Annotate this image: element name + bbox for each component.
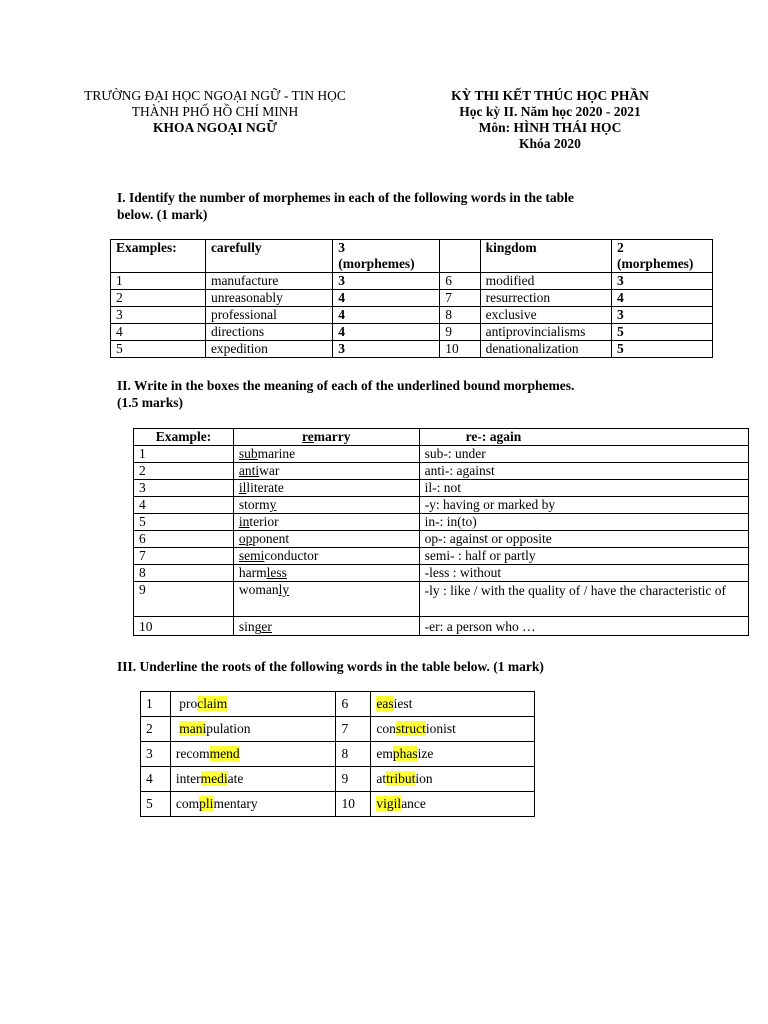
section1-title-line2: below. (1 mark)	[117, 207, 208, 222]
item-count: 3	[611, 273, 712, 290]
item-word: emphasize	[371, 742, 535, 767]
exam-title: KỲ THI KẾT THÚC HỌC PHẦN	[451, 88, 649, 103]
item-word: interior	[233, 514, 419, 531]
item-meaning: -ly : like / with the quality of / have the characteristic of	[419, 582, 748, 617]
table-row	[141, 767, 535, 792]
item-word: expedition	[205, 341, 332, 358]
item-number: 9	[440, 324, 480, 341]
table-row	[134, 565, 749, 582]
item-word: singer	[233, 617, 419, 636]
item-number: 4	[141, 767, 171, 792]
item-count: 4	[333, 324, 440, 341]
item-number: 10	[336, 792, 371, 817]
example-word: remarry	[233, 429, 419, 446]
item-number: 7	[336, 717, 371, 742]
item-word: denationalization	[480, 341, 611, 358]
item-number: 8	[134, 565, 234, 582]
item-number: 7	[134, 548, 234, 565]
item-count: 4	[333, 290, 440, 307]
table-row	[111, 290, 713, 307]
section2-title-line1: II. Write in the boxes the meaning of each of the underlined bound morphemes.	[117, 378, 575, 393]
item-word: proclaim	[170, 692, 336, 717]
item-number: 2	[111, 290, 206, 307]
item-meaning: sub-: under	[419, 446, 748, 463]
item-word: manipulation	[170, 717, 336, 742]
item-word: modified	[480, 273, 611, 290]
table-row	[141, 717, 535, 742]
item-word: antiwar	[233, 463, 419, 480]
item-word: womanly	[233, 582, 419, 617]
item-number: 3	[111, 307, 206, 324]
item-word: directions	[205, 324, 332, 341]
example-count-1: 3 (morphemes)	[333, 240, 440, 273]
item-word: illiterate	[233, 480, 419, 497]
item-number: 1	[141, 692, 171, 717]
item-number: 5	[134, 514, 234, 531]
exam-cohort: Khóa 2020	[519, 136, 581, 151]
item-number: 5	[111, 341, 206, 358]
item-word: submarine	[233, 446, 419, 463]
item-meaning: -er: a person who …	[419, 617, 748, 636]
item-meaning: -less : without	[419, 565, 748, 582]
item-number: 8	[440, 307, 480, 324]
section3-title: III. Underline the roots of the following words in the table below. (1 mark)	[117, 659, 544, 674]
item-word: easiest	[371, 692, 535, 717]
item-meaning: -y: having or marked by	[419, 497, 748, 514]
item-word: complimentary	[170, 792, 336, 817]
table-row	[134, 617, 749, 636]
table-row	[111, 341, 713, 358]
school-header	[40, 88, 390, 136]
table-row	[111, 273, 713, 290]
item-count: 4	[611, 290, 712, 307]
school-name-line2: THÀNH PHỐ HỒ CHÍ MINH	[131, 104, 299, 119]
item-word: stormy	[233, 497, 419, 514]
item-number: 4	[134, 497, 234, 514]
item-number: 1	[134, 446, 234, 463]
item-number: 6	[336, 692, 371, 717]
item-word: manufacture	[205, 273, 332, 290]
item-number: 8	[336, 742, 371, 767]
item-word: intermediate	[170, 767, 336, 792]
bound-morpheme-table	[133, 428, 749, 636]
table-row	[134, 514, 749, 531]
item-word: exclusive	[480, 307, 611, 324]
table-row	[134, 531, 749, 548]
table-header-row	[111, 240, 713, 273]
item-number: 1	[111, 273, 206, 290]
item-word: opponent	[233, 531, 419, 548]
table-row	[141, 792, 535, 817]
item-number: 6	[440, 273, 480, 290]
section1-title	[117, 189, 677, 223]
item-number: 5	[141, 792, 171, 817]
item-word: harmless	[233, 565, 419, 582]
item-number: 9	[134, 582, 234, 617]
exam-header	[400, 88, 700, 152]
item-count: 5	[611, 341, 712, 358]
item-count: 3	[333, 341, 440, 358]
table-row	[111, 307, 713, 324]
item-number: 9	[336, 767, 371, 792]
section1-title-line1: I. Identify the number of morphemes in each of the following words in the table	[117, 190, 574, 205]
table-header-row	[134, 429, 749, 446]
table-row	[134, 480, 749, 497]
item-word: vigilance	[371, 792, 535, 817]
example-word-2: kingdom	[480, 240, 611, 273]
item-word: attribution	[371, 767, 535, 792]
table-row	[134, 446, 749, 463]
table-row	[134, 548, 749, 565]
table-row	[134, 497, 749, 514]
item-word: recommend	[170, 742, 336, 767]
example-word-1: carefully	[205, 240, 332, 273]
item-word: professional	[205, 307, 332, 324]
item-number: 7	[440, 290, 480, 307]
table-row	[141, 742, 535, 767]
example-count-2: 2 (morphemes)	[611, 240, 712, 273]
table-row	[134, 463, 749, 480]
item-count: 3	[611, 307, 712, 324]
examples-label: Examples:	[111, 240, 206, 273]
empty-cell	[440, 240, 480, 273]
item-word: resurrection	[480, 290, 611, 307]
item-meaning: il-: not	[419, 480, 748, 497]
item-number: 3	[141, 742, 171, 767]
example-meaning: re-: again	[419, 429, 748, 446]
item-number: 4	[111, 324, 206, 341]
item-word: unreasonably	[205, 290, 332, 307]
table-row	[111, 324, 713, 341]
item-word: antiprovincialisms	[480, 324, 611, 341]
item-number: 3	[134, 480, 234, 497]
item-word: constructionist	[371, 717, 535, 742]
item-meaning: semi- : half or partly	[419, 548, 748, 565]
exam-subject: Môn: HÌNH THÁI HỌC	[478, 120, 622, 135]
item-count: 4	[333, 307, 440, 324]
item-meaning: op-: against or opposite	[419, 531, 748, 548]
section2-title-line2: (1.5 marks)	[117, 395, 183, 410]
item-number: 6	[134, 531, 234, 548]
table-row	[134, 582, 749, 617]
item-number: 10	[440, 341, 480, 358]
item-meaning: in-: in(to)	[419, 514, 748, 531]
item-word: semiconductor	[233, 548, 419, 565]
table-row	[141, 692, 535, 717]
roots-table	[140, 691, 535, 817]
section2-title	[117, 377, 697, 411]
item-meaning: anti-: against	[419, 463, 748, 480]
exam-term: Học kỳ II. Năm học 2020 - 2021	[459, 104, 641, 119]
faculty-name: KHOA NGOẠI NGỮ	[152, 120, 277, 135]
example-label: Example:	[134, 429, 234, 446]
item-number: 2	[134, 463, 234, 480]
item-number: 10	[134, 617, 234, 636]
school-name-line1: TRƯỜNG ĐẠI HỌC NGOẠI NGỮ - TIN HỌC	[84, 88, 346, 103]
item-count: 5	[611, 324, 712, 341]
item-number: 2	[141, 717, 171, 742]
item-count: 3	[333, 273, 440, 290]
morpheme-count-table	[110, 239, 713, 358]
